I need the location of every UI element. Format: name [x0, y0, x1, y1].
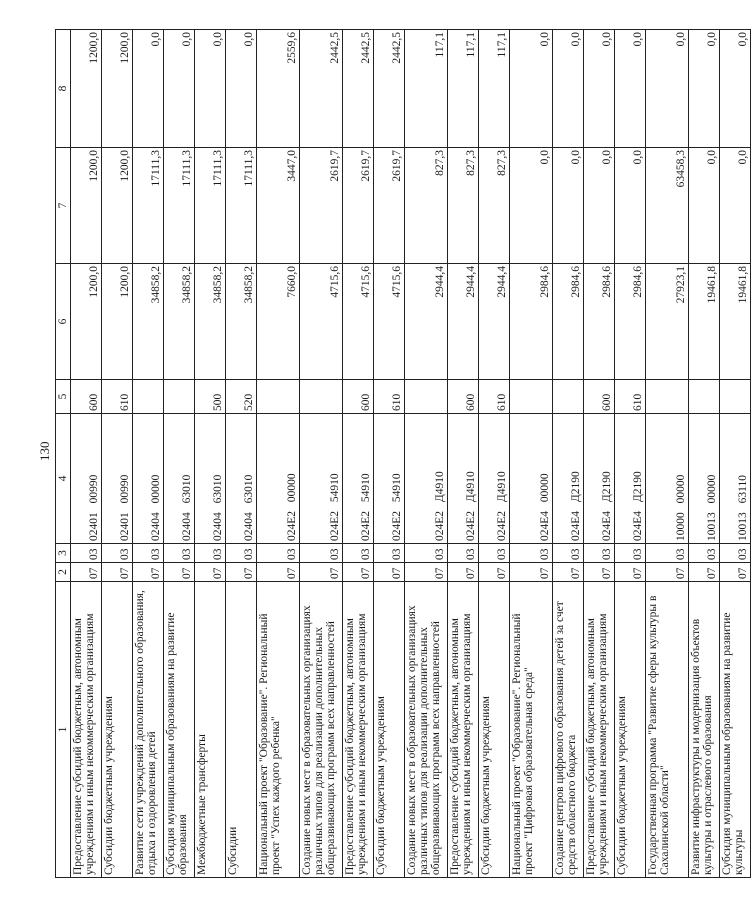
target-article-code: 024E4 Д2190	[584, 414, 615, 544]
subsection-code: 03	[720, 544, 751, 563]
section-code: 07	[374, 563, 405, 582]
amount-col-8: 117,1	[405, 30, 448, 148]
column-header: 8	[56, 30, 71, 148]
amount-col-6: 2984,6	[615, 264, 646, 380]
amount-col-8: 117,1	[448, 30, 479, 148]
table-row	[584, 30, 615, 878]
expense-type-code	[510, 380, 553, 414]
amount-col-7: 17111,3	[195, 148, 226, 264]
amount-col-6: 4715,6	[343, 264, 374, 380]
expense-type-code: 610	[615, 380, 646, 414]
amount-col-6: 1200,0	[102, 264, 133, 380]
amount-col-8: 0,0	[615, 30, 646, 148]
column-header: 1	[56, 582, 71, 878]
section-code: 07	[479, 563, 510, 582]
row-name: Предоставление субсидий бюджетным, автономным учреждениям и иным некоммерческим организациям	[343, 582, 374, 878]
expense-type-code	[689, 380, 720, 414]
column-header: 7	[56, 148, 71, 264]
section-code: 07	[510, 563, 553, 582]
table-row	[257, 30, 300, 878]
table-row	[479, 30, 510, 878]
target-article-code: 02404 63010	[226, 414, 257, 544]
amount-col-7: 3447,0	[257, 148, 300, 264]
amount-col-7: 827,3	[479, 148, 510, 264]
expense-type-code	[300, 380, 343, 414]
row-name: Субсидии бюджетным учреждениям	[374, 582, 405, 878]
target-article-code: 10013 63110	[720, 414, 751, 544]
subsection-code: 03	[479, 544, 510, 563]
section-code: 07	[195, 563, 226, 582]
table-row	[133, 30, 164, 878]
row-name: Создание новых мест в образовательных организациях различных типов для реализации дополнительных общеразвивающих программ всех направленностей	[300, 582, 343, 878]
expense-type-code	[164, 380, 195, 414]
amount-col-7: 17111,3	[226, 148, 257, 264]
expense-type-code: 610	[102, 380, 133, 414]
subsection-code: 03	[257, 544, 300, 563]
column-header: 2	[56, 563, 71, 582]
amount-col-6: 1200,0	[71, 264, 102, 380]
amount-col-8: 2442,5	[300, 30, 343, 148]
row-name: Создание новых мест в образовательных организациях различных типов для реализации дополнительных общеразвивающих программ всех направленностей	[405, 582, 448, 878]
amount-col-8: 0,0	[646, 30, 689, 148]
subsection-code: 03	[689, 544, 720, 563]
section-code: 07	[71, 563, 102, 582]
table-row	[646, 30, 689, 878]
table-row	[553, 30, 584, 878]
budget-table	[55, 29, 751, 878]
target-article-code: 02404 63010	[164, 414, 195, 544]
amount-col-6: 2944,4	[479, 264, 510, 380]
subsection-code: 03	[226, 544, 257, 563]
amount-col-6: 2944,4	[448, 264, 479, 380]
amount-col-8: 0,0	[510, 30, 553, 148]
amount-col-7: 1200,0	[71, 148, 102, 264]
amount-col-6: 34858,2	[226, 264, 257, 380]
table-row	[374, 30, 405, 878]
amount-col-6: 2984,6	[510, 264, 553, 380]
table-row	[405, 30, 448, 878]
column-header: 6	[56, 264, 71, 380]
column-header-row	[56, 30, 71, 878]
subsection-code: 03	[405, 544, 448, 563]
amount-col-7: 0,0	[720, 148, 751, 264]
expense-type-code	[646, 380, 689, 414]
amount-col-7: 2619,7	[343, 148, 374, 264]
target-article-code: 024E2 54910	[300, 414, 343, 544]
target-article-code: 02401 00990	[102, 414, 133, 544]
amount-col-8: 0,0	[226, 30, 257, 148]
subsection-code: 03	[300, 544, 343, 563]
subsection-code: 03	[553, 544, 584, 563]
subsection-code: 03	[133, 544, 164, 563]
expense-type-code: 610	[479, 380, 510, 414]
amount-col-8: 1200,0	[102, 30, 133, 148]
amount-col-6: 27923,1	[646, 264, 689, 380]
amount-col-8: 2442,5	[343, 30, 374, 148]
subsection-code: 03	[510, 544, 553, 563]
target-article-code: 024E4 Д2190	[553, 414, 584, 544]
target-article-code: 10013 00000	[689, 414, 720, 544]
expense-type-code: 600	[71, 380, 102, 414]
row-name: Создание центров цифрового образования детей за счет средств областного бюджета	[553, 582, 584, 878]
subsection-code: 03	[164, 544, 195, 563]
expense-type-code	[257, 380, 300, 414]
target-article-code: 024E4 00000	[510, 414, 553, 544]
section-code: 07	[102, 563, 133, 582]
section-code: 07	[226, 563, 257, 582]
amount-col-8: 1200,0	[71, 30, 102, 148]
amount-col-8: 2442,5	[374, 30, 405, 148]
table-row	[164, 30, 195, 878]
rotated-page	[37, 30, 749, 878]
target-article-code: 024E2 54910	[374, 414, 405, 544]
subsection-code: 03	[195, 544, 226, 563]
table-row	[226, 30, 257, 878]
table-row	[510, 30, 553, 878]
table-row	[720, 30, 751, 878]
subsection-code: 03	[615, 544, 646, 563]
row-name: Субсидия муниципальным образованиям на развитие образования	[164, 582, 195, 878]
subsection-code: 03	[343, 544, 374, 563]
amount-col-7: 827,3	[405, 148, 448, 264]
table-row	[71, 30, 102, 878]
amount-col-8: 117,1	[479, 30, 510, 148]
amount-col-8: 0,0	[720, 30, 751, 148]
row-name: Субсидии	[226, 582, 257, 878]
target-article-code: 024E2 Д4910	[405, 414, 448, 544]
amount-col-8: 0,0	[584, 30, 615, 148]
section-code: 07	[343, 563, 374, 582]
amount-col-6: 34858,2	[133, 264, 164, 380]
expense-type-code	[720, 380, 751, 414]
page-number: 130	[37, 441, 52, 461]
amount-col-6: 4715,6	[300, 264, 343, 380]
amount-col-6: 4715,6	[374, 264, 405, 380]
amount-col-8: 2559,6	[257, 30, 300, 148]
target-article-code: 024E2 Д4910	[479, 414, 510, 544]
amount-col-6: 7660,0	[257, 264, 300, 380]
section-code: 07	[164, 563, 195, 582]
row-name: Субсидии бюджетным учреждениям	[479, 582, 510, 878]
amount-col-7: 2619,7	[300, 148, 343, 264]
table-row	[448, 30, 479, 878]
expense-type-code: 600	[448, 380, 479, 414]
subsection-code: 03	[646, 544, 689, 563]
column-header: 4	[56, 414, 71, 544]
amount-col-8: 0,0	[195, 30, 226, 148]
row-name: Субсидии бюджетным учреждениям	[615, 582, 646, 878]
section-code: 07	[689, 563, 720, 582]
row-name: Национальный проект "Образование". Региональный проект "Цифровая образовательная среда"	[510, 582, 553, 878]
amount-col-7: 17111,3	[164, 148, 195, 264]
table-row	[343, 30, 374, 878]
row-name: Предоставление субсидий бюджетным, автономным учреждениям и иным некоммерческим организациям	[448, 582, 479, 878]
subsection-code: 03	[102, 544, 133, 563]
amount-col-6: 19461,8	[720, 264, 751, 380]
expense-type-code	[405, 380, 448, 414]
expense-type-code	[553, 380, 584, 414]
target-article-code: 02404 63010	[195, 414, 226, 544]
table-row	[300, 30, 343, 878]
section-code: 07	[646, 563, 689, 582]
target-article-code: 10000 00000	[646, 414, 689, 544]
amount-col-8: 0,0	[553, 30, 584, 148]
row-name: Государственная программа "Развитие сферы культуры в Сахалинской области"	[646, 582, 689, 878]
row-name: Предоставление субсидий бюджетным, автономным учреждениям и иным некоммерческим организациям	[71, 582, 102, 878]
target-article-code: 02401 00990	[71, 414, 102, 544]
amount-col-7: 0,0	[584, 148, 615, 264]
row-name: Субсидия муниципальным образованиям на развитие культуры	[720, 582, 751, 878]
amount-col-6: 34858,2	[164, 264, 195, 380]
table-row	[102, 30, 133, 878]
subsection-code: 03	[374, 544, 405, 563]
amount-col-6: 2944,4	[405, 264, 448, 380]
amount-col-7: 17111,3	[133, 148, 164, 264]
amount-col-7: 63458,3	[646, 148, 689, 264]
row-name: Субсидии бюджетным учреждениям	[102, 582, 133, 878]
amount-col-6: 2984,6	[553, 264, 584, 380]
section-code: 07	[615, 563, 646, 582]
amount-col-8: 0,0	[164, 30, 195, 148]
amount-col-6: 34858,2	[195, 264, 226, 380]
section-code: 07	[133, 563, 164, 582]
expense-type-code: 500	[195, 380, 226, 414]
table-body	[71, 30, 751, 878]
row-name: Предоставление субсидий бюджетным, автономным учреждениям и иным некоммерческим организациям	[584, 582, 615, 878]
target-article-code: 024E2 Д4910	[448, 414, 479, 544]
amount-col-8: 0,0	[689, 30, 720, 148]
column-header: 5	[56, 380, 71, 414]
amount-col-6: 2984,6	[584, 264, 615, 380]
column-header: 3	[56, 544, 71, 563]
table-row	[615, 30, 646, 878]
section-code: 07	[584, 563, 615, 582]
section-code: 07	[448, 563, 479, 582]
subsection-code: 03	[584, 544, 615, 563]
target-article-code: 024E2 54910	[343, 414, 374, 544]
table-row	[689, 30, 720, 878]
amount-col-7: 0,0	[689, 148, 720, 264]
table-row	[195, 30, 226, 878]
row-name: Развитие сети учреждений дополнительного образования, отдыха и оздоровления детей	[133, 582, 164, 878]
amount-col-6: 19461,8	[689, 264, 720, 380]
section-code: 07	[257, 563, 300, 582]
row-name: Развитие инфраструктуры и модернизация объектов культуры и отраслевого образования	[689, 582, 720, 878]
section-code: 07	[405, 563, 448, 582]
amount-col-8: 0,0	[133, 30, 164, 148]
amount-col-7: 2619,7	[374, 148, 405, 264]
row-name: Национальный проект "Образование". Региональный проект "Успех каждого ребенка"	[257, 582, 300, 878]
section-code: 07	[300, 563, 343, 582]
expense-type-code: 600	[584, 380, 615, 414]
amount-col-7: 1200,0	[102, 148, 133, 264]
expense-type-code: 610	[374, 380, 405, 414]
expense-type-code: 520	[226, 380, 257, 414]
amount-col-7: 0,0	[553, 148, 584, 264]
expense-type-code: 600	[343, 380, 374, 414]
subsection-code: 03	[71, 544, 102, 563]
target-article-code: 024E2 00000	[257, 414, 300, 544]
target-article-code: 024E4 Д2190	[615, 414, 646, 544]
amount-col-7: 0,0	[615, 148, 646, 264]
section-code: 07	[720, 563, 751, 582]
amount-col-7: 827,3	[448, 148, 479, 264]
row-name: Межбюджетные трансферты	[195, 582, 226, 878]
target-article-code: 02404 00000	[133, 414, 164, 544]
section-code: 07	[553, 563, 584, 582]
subsection-code: 03	[448, 544, 479, 563]
expense-type-code	[133, 380, 164, 414]
amount-col-7: 0,0	[510, 148, 553, 264]
